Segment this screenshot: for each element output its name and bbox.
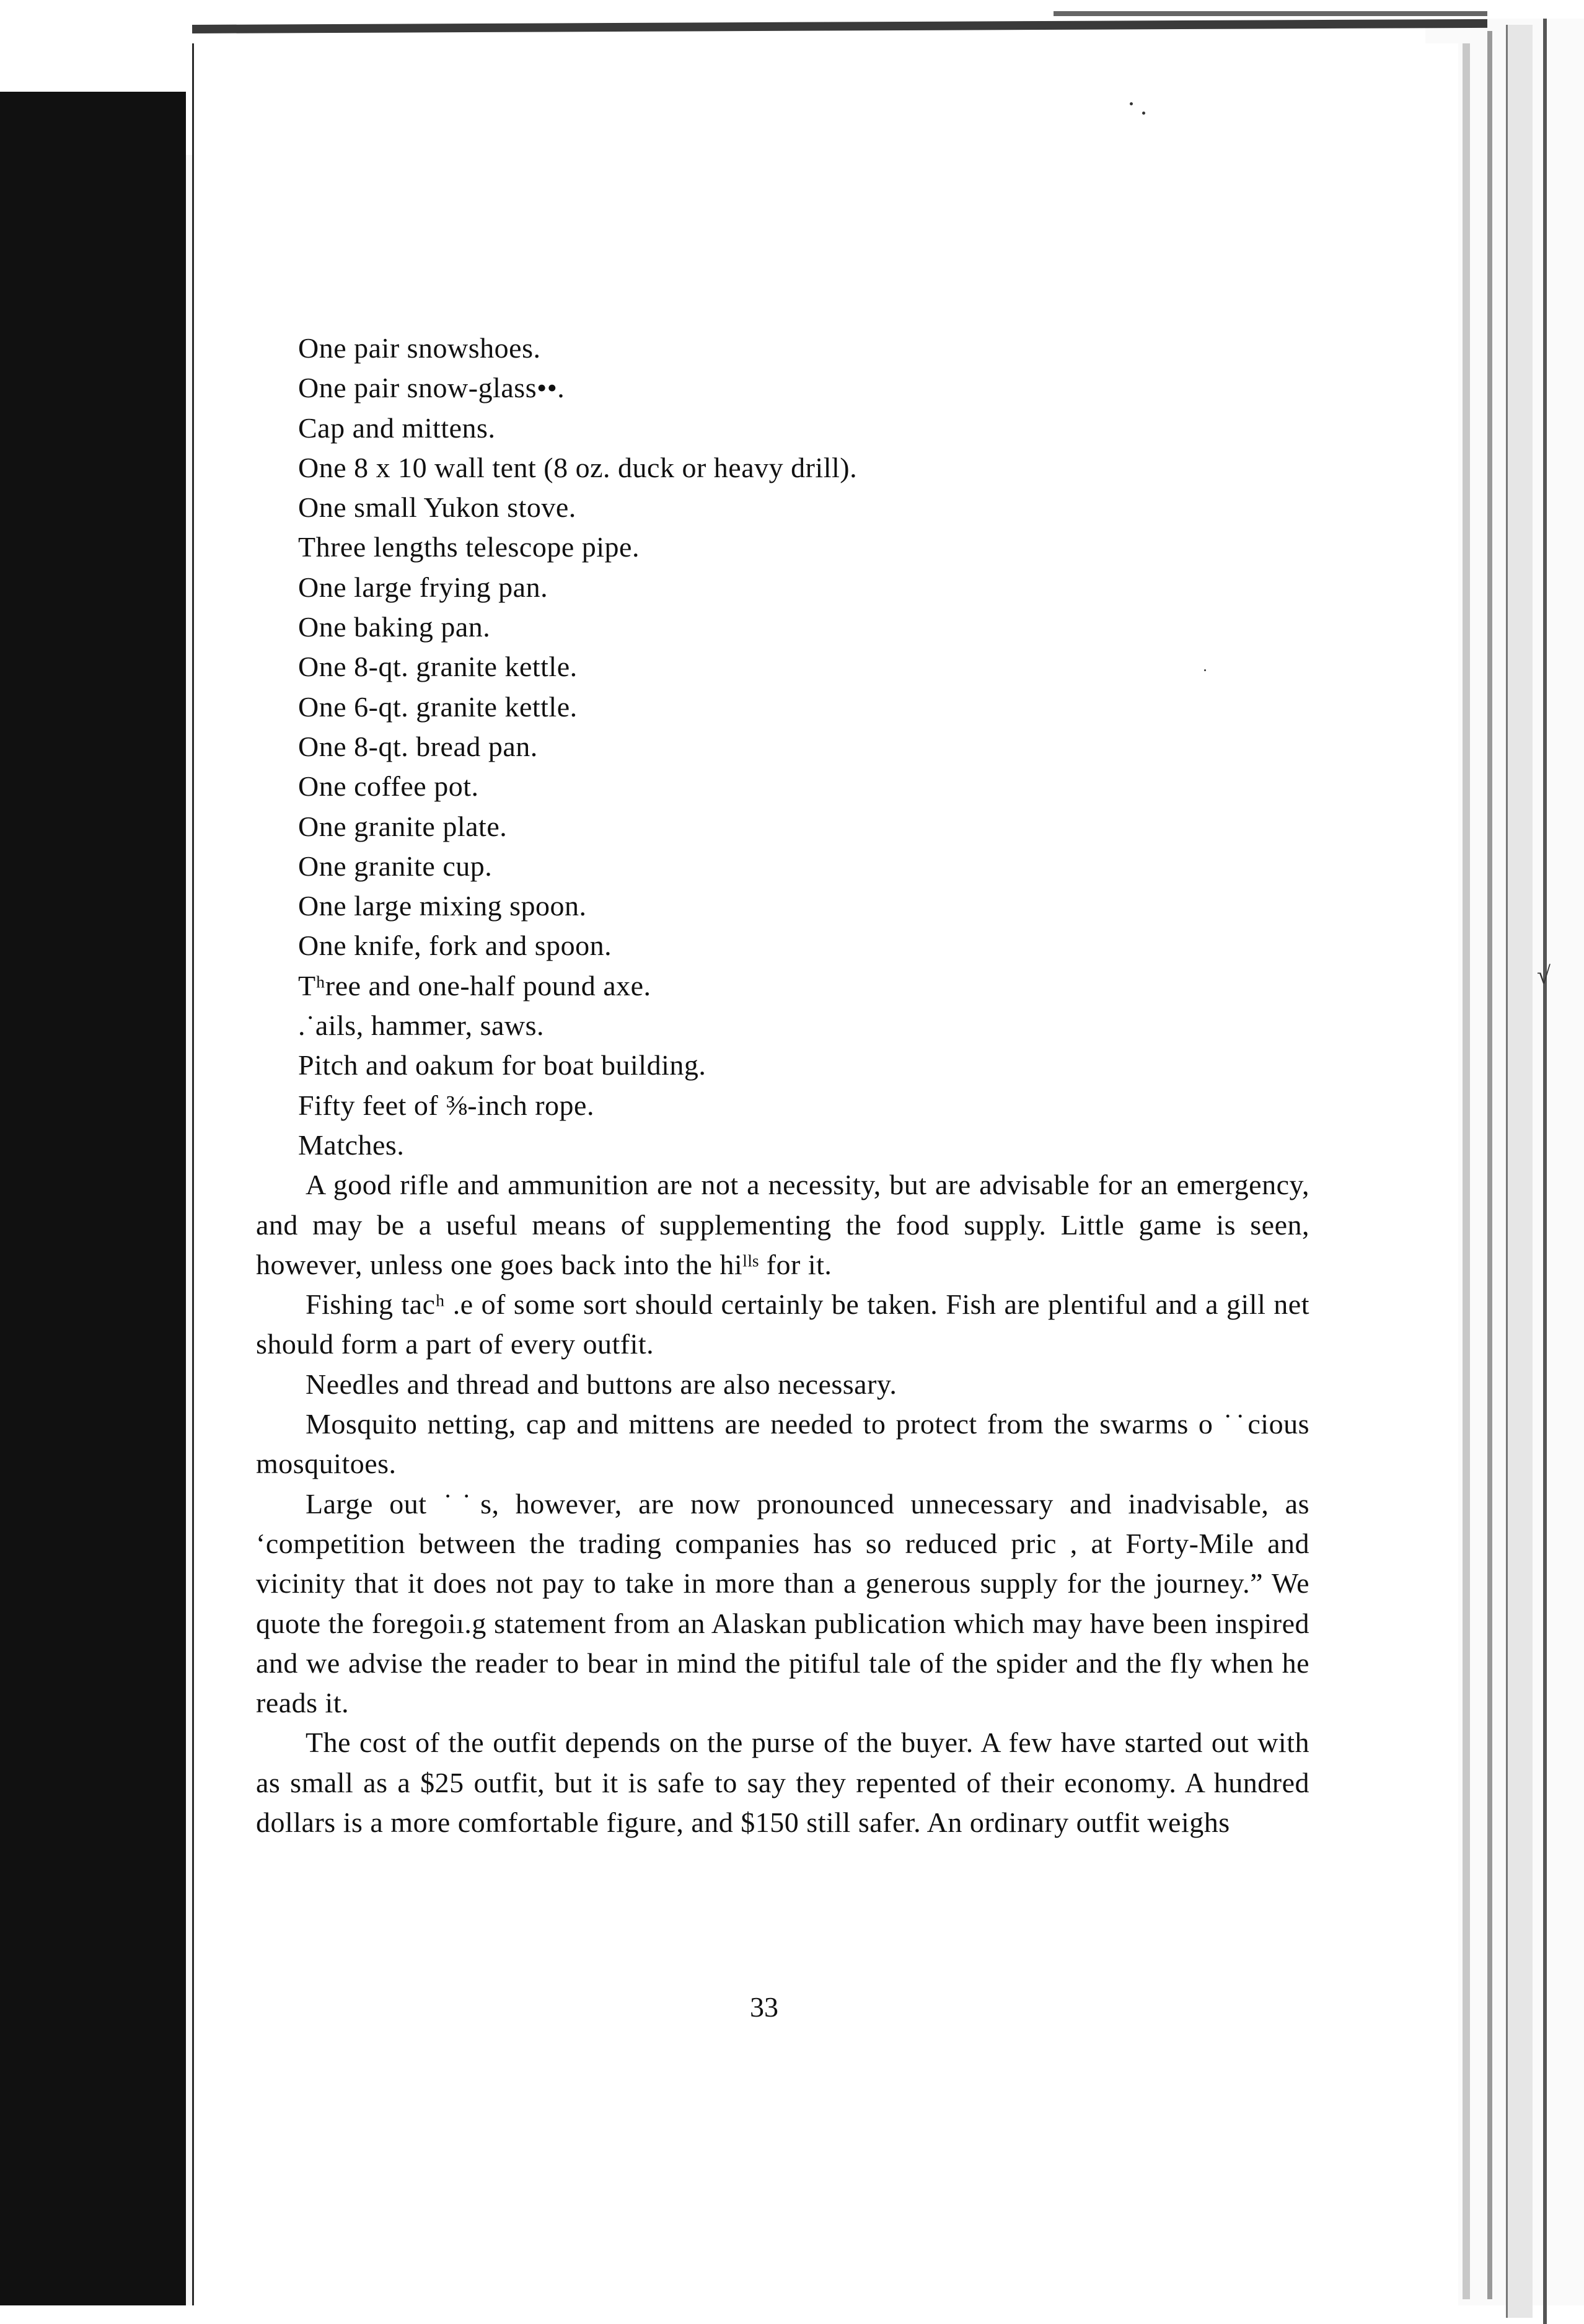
- paragraph: Needles and thread and buttons are also necessary.: [306, 1368, 897, 1400]
- page-text: [256, 328, 1309, 1842]
- list-item: Cap and mittens.: [298, 412, 496, 444]
- list-item: One pair snow-glass••.: [298, 372, 565, 404]
- list-item: Matches.: [298, 1129, 405, 1161]
- list-item: One coffee pot.: [298, 770, 479, 803]
- page-edge: [1506, 25, 1533, 2318]
- list-item: Fifty feet of ⅜-inch rope.: [298, 1089, 594, 1121]
- page-number: 33: [750, 1991, 778, 2023]
- list-item: One granite plate.: [298, 810, 508, 842]
- list-item: One 6-qt. granite kettle.: [298, 690, 578, 723]
- page-edge: [1487, 31, 1492, 2299]
- list-item: One 8 x 10 wall tent (8 oz. duck or heavy drill).: [298, 451, 858, 483]
- ink-speck: [1130, 102, 1133, 105]
- margin-tick-mark: √: [1537, 961, 1551, 989]
- book-page: [192, 43, 1458, 2305]
- list-item: One baking pan.: [298, 611, 491, 643]
- list-item: Three lengths telescope pipe.: [298, 531, 640, 563]
- ink-speck: [1142, 112, 1145, 115]
- page-top-border: [192, 19, 1487, 33]
- list-item: One pair snowshoes.: [298, 332, 541, 364]
- top-page-edge: [1054, 11, 1487, 16]
- paragraph: Mosquito netting, cap and mittens are needed to protect from the swarms o ˙˙cious mosquitoes.: [256, 1408, 1309, 1480]
- paragraph: A good rifle and ammunition are not a necessity, but are advisable for an emergency, and may be a useful means of supplementing the food supplу. Little game is seen, however, unless one goes back into the hiˡˡˢ for it.: [256, 1169, 1309, 1280]
- list-item: One 8-qt. bread pan.: [298, 730, 538, 762]
- list-item: Pitch and oakum for boat building.: [298, 1049, 706, 1081]
- list-item: Tʰree and one-half pound axe.: [298, 969, 651, 1001]
- list-item: One 8-qt. granite kettle.: [298, 651, 578, 683]
- list-item: .˙ails, hammer, saws.: [298, 1010, 545, 1042]
- paragraph: Fishing tacʰ .e of some sort should certainly be taken. Fish are plentiful and a gill net should form a part of every outfit.: [256, 1288, 1309, 1360]
- binding-strip: [0, 92, 186, 2305]
- list-item: One granite cup.: [298, 850, 493, 882]
- paragraph: The cost of the outfit depends on the purse of the buyer. A few have started out with as small as a $25 outfit, but it is safe to say they repented of their economy. A hundred dollars is a more comfortable figure, and $150 still safer. An ordinary outfit weighs: [256, 1727, 1309, 1838]
- ink-speck: [1204, 669, 1206, 671]
- list-item: One large frying pan.: [298, 571, 548, 603]
- list-item: One knife, fork and spoon.: [298, 930, 612, 962]
- list-item: One small Yukon stove.: [298, 491, 576, 524]
- paragraph: Large out ˙˙s, however, are now pronounced unnecessary and inadvisable, as ʻcompetition between the trading companies has so reduced pric , at Forty-Mile and vicinity that it does not pay to take in more than a generous supply for the journey.” We quote the foregoiı.g statement from an Alaskan publication which may have been inspired and we advise the reader to bear in mind the pitiful tale of the spider and the fly when he reads it.: [256, 1487, 1309, 1719]
- list-item: One large mixing spoon.: [298, 890, 587, 922]
- page-edge: [1463, 43, 1470, 2299]
- page-edge: [1543, 19, 1547, 2324]
